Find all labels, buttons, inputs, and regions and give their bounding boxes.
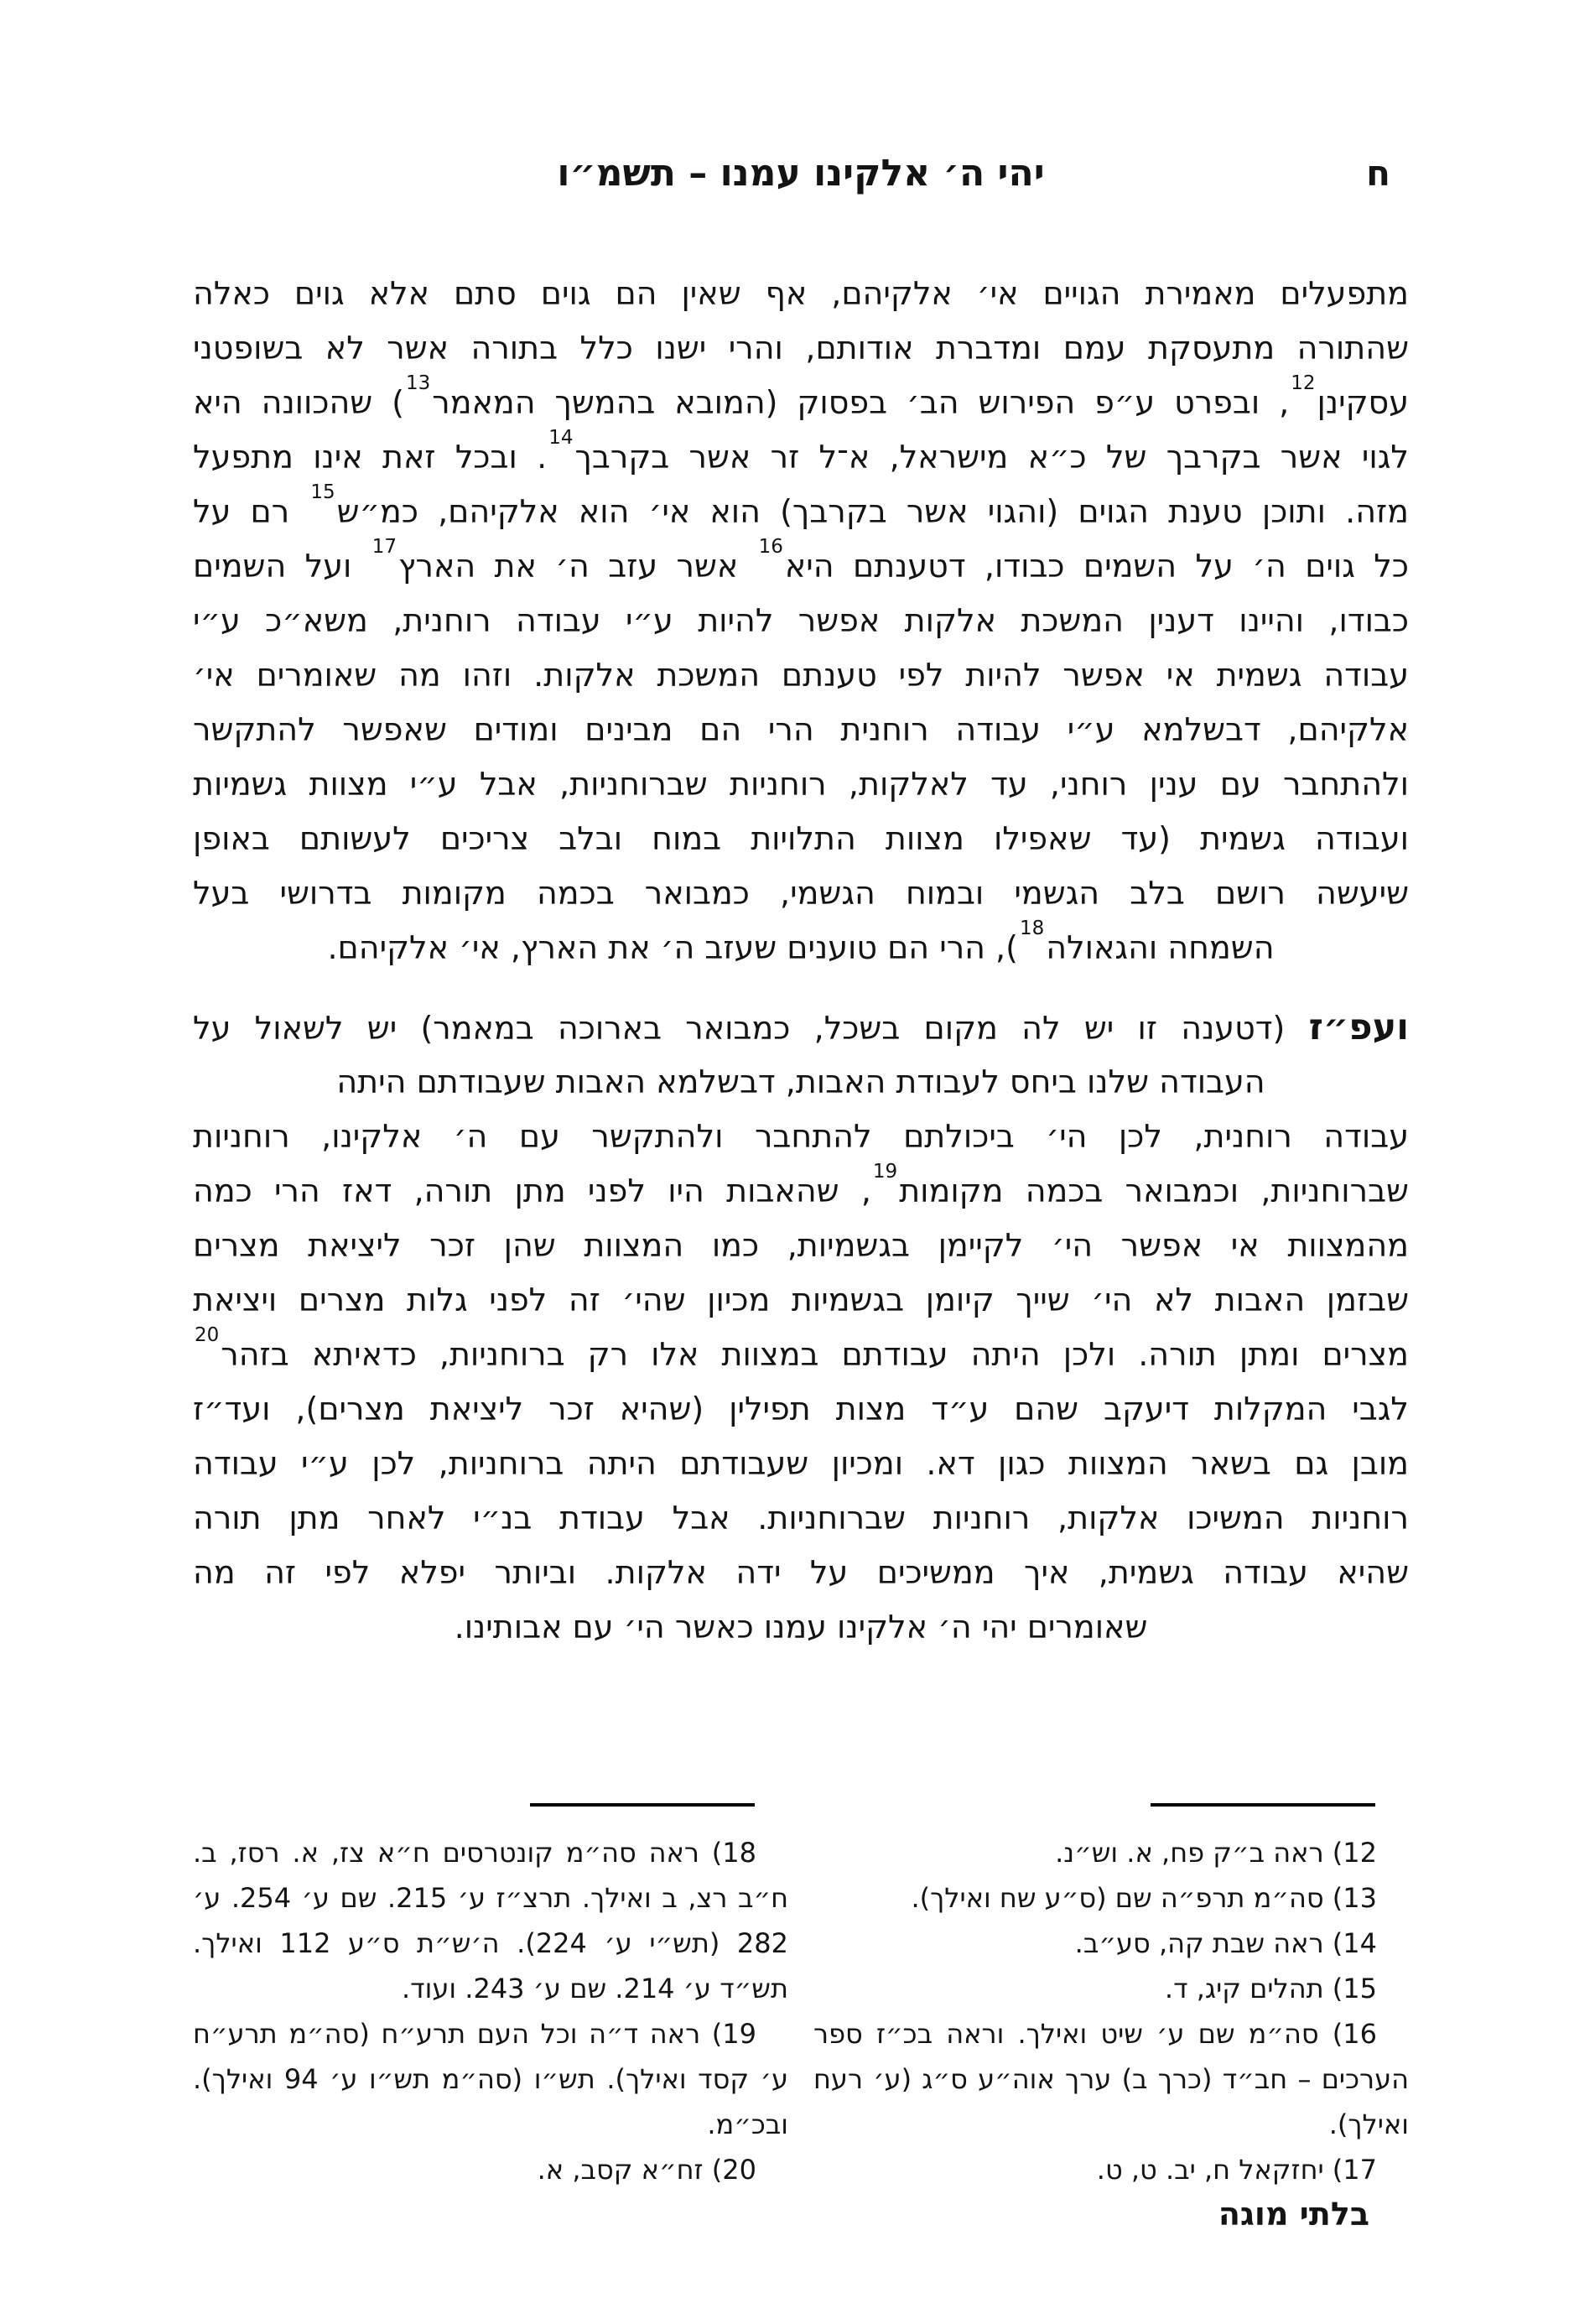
body-line: שהיא עבודה גשמית, איך ממשיכים על ידה אלקות. וביותר יפלא לפי זה מה xyxy=(193,1554,1409,1591)
body-line: עסקינן$^{12}$, ובפרט ע״פ הפירוש הב׳ בפסוק (המובא בהמשך המאמר$^{13}$) שהכוונה היא xyxy=(193,372,1409,421)
body-line: מתפעלים מאמירת הגויים אי׳ אלקיהם, אף שאין הם גוים סתם אלא גוים כאלה xyxy=(193,275,1409,312)
footnote-item: 12) ראה ב״ק פח, א. וש״נ. xyxy=(1055,1837,1377,1869)
footnote-separator-rule xyxy=(1151,1803,1375,1807)
body-line: ועפ״ז (דטענה זו יש לה מקום בשכל, כמבואר בארוכה במאמר) יש לשאול על xyxy=(193,1006,1409,1048)
footnote-ref: 17 xyxy=(371,536,397,559)
footnote-item: 14) ראה שבת קה, סע״ב. xyxy=(1074,1927,1377,1959)
page-title: יהי ה׳ אלקינו עמנו – תשמ״ו xyxy=(557,152,1045,195)
body-line: מהמצוות אי אפשר הי׳ לקיימן בגשמיות, כמו המצוות שהן זכר ליציאת מצרים xyxy=(193,1227,1409,1264)
footnote-item: 20) זח״א קסב, א. xyxy=(537,2154,756,2186)
footnote-ref: 20 xyxy=(195,1324,220,1347)
footnote-ref: 18 xyxy=(1019,918,1045,940)
footnote-item: 16) סה״מ שם ע׳ שיט ואילך. וראה בכ״ז ספר הערכים – חב״ד (כרך ב) ערך אוה״ע ס״ג (ע׳ רעח ואילך). xyxy=(813,2018,1409,2140)
footnote-item: 19) ראה ד״ה וכל העם תרע״ח (סה״מ תרע״ח ע׳ קסד ואילך). תש״ו (סה״מ תש״ו ע׳ 94 ואילך). ובכ״מ. xyxy=(193,2018,789,2140)
paragraph xyxy=(193,1001,1409,1655)
footnote-ref: 14 xyxy=(548,427,574,450)
footnote-ref: 13 xyxy=(405,372,431,395)
bold-opening-word: ועפ״ז xyxy=(1308,1006,1409,1048)
body-line: ולהתחבר עם ענין רוחני, עד לאלקות, רוחניות שברוחניות, אבל ע״י מצוות גשמיות xyxy=(193,766,1409,803)
footnotes xyxy=(193,1803,1409,2192)
footnote-separator-rule xyxy=(530,1803,755,1807)
footnote-column-right xyxy=(813,1803,1409,2192)
page-number: ח xyxy=(1366,153,1390,194)
body-line: לגוי אשר בקרבך של כ״א מישראל, א־ל זר אשר בקרבך$^{14}$. ובכל זאת אינו מתפעל xyxy=(193,427,1409,476)
body-line: העבודה שלנו ביחס לעבודת האבות, דבשלמא האבות שעבודתם היתה xyxy=(336,1063,1265,1100)
footnote-column-left xyxy=(193,1803,788,2192)
body-line: מובן גם בשאר המצוות כגון דא. ומכיון שעבודתם היתה ברוחניות, לכן ע״י עבודה xyxy=(193,1445,1409,1482)
footnote-ref: 19 xyxy=(872,1161,898,1183)
paragraph xyxy=(193,267,1409,975)
footnote-item: 15) תהלים קיג, ד. xyxy=(1164,1973,1377,2004)
body-line: ועבודה גשמית (עד שאפילו מצוות התלויות במוח ובלב צריכים לעשותם באופן xyxy=(193,820,1409,857)
body-line: שברוחניות, וכמבואר בכמה מקומות$^{19}$, שהאבות היו לפני מתן תורה, דאז הרי כמה xyxy=(193,1161,1409,1209)
body-line: לגבי המקלות דיעקב שהם ע״ד מצות תפילין (שהיא זכר ליציאת מצרים), ועד״ז xyxy=(193,1391,1409,1427)
body-text xyxy=(193,267,1409,1655)
footnote-ref: 12 xyxy=(1291,372,1316,395)
footnote-item: 17) יחזקאל ח, יב. ט, ט. xyxy=(1096,2154,1377,2186)
body-line: אלקיהם, דבשלמא ע״י עבודה רוחנית הרי הם מבינים ומודים שאפשר להתקשר xyxy=(193,711,1409,748)
footnote-item: 18) ראה סה״מ קונטרסים ח״א צז, א. רסז, ב. ח״ב רצ, ב ואילך. תרצ״ז ע׳ 215. שם ע׳ 254. ע׳ 282 (תש״י ע׳ 224). ה׳ש״ת ס״ע 112 ואילך. תש״ד ע׳ 214. שם ע׳ 243. ועוד. xyxy=(193,1837,789,2004)
body-line: עבודה רוחנית, לכן הי׳ ביכולתם להתחבר ולהתקשר עם ה׳ אלקינו, רוחניות xyxy=(193,1118,1409,1155)
body-line: שיעשה רושם בלב הגשמי ובמוח הגשמי, כמבואר בכמה מקומות בדרושי בעל xyxy=(193,875,1409,912)
body-line: שאומרים יהי ה׳ אלקינו עמנו כאשר הי׳ עם אבותינו. xyxy=(454,1609,1148,1646)
body-line: שהתורה מתעסקת עמם ומדברת אודותם, והרי ישנו כלל בתורה אשר לא בשופטני xyxy=(193,330,1409,367)
body-line: שבזמן האבות לא הי׳ שייך קיומן בגשמיות מכיון שהי׳ זה לפני גלות מצרים ויציאת xyxy=(193,1282,1409,1318)
footnote-ref: 15 xyxy=(310,481,335,504)
footnote-item: 13) סה״מ תרפ״ה שם (ס״ע שח ואילך). xyxy=(911,1882,1377,1914)
body-line: השמחה והגאולה$^{18}$), הרי הם טוענים שעזב ה׳ את הארץ, אי׳ אלקיהם. xyxy=(327,918,1275,966)
footnote-ref: 16 xyxy=(758,536,783,559)
body-line: כבודו, והיינו דענין המשכת אלקות אפשר להיות ע״י עבודה רוחנית, משא״כ ע״י xyxy=(193,602,1409,639)
body-line: רוחניות המשיכו אלקות, רוחניות שברוחניות. אבל עבודת בנ״י לאחר מתן תורה xyxy=(193,1500,1409,1536)
body-line: מצרים ומתן תורה. ולכן היתה עבודתם במצוות אלו רק ברוחניות, כדאיתא בזהר$^{20}$ xyxy=(195,1324,1409,1373)
page-header xyxy=(193,144,1409,205)
body-line: עבודה גשמית אי אפשר להיות לפי טענתם המשכת אלקות. וזהו מה שאומרים אי׳ xyxy=(193,657,1409,694)
colophon: בלתי מוגה xyxy=(1218,2196,1369,2233)
body-line: כל גוים ה׳ על השמים כבודו, דטענתם היא$^{16}$ אשר עזב ה׳ את הארץ$^{17}$ ועל השמים xyxy=(193,536,1409,585)
body-line: מזה. ותוכן טענת הגוים (והגוי אשר בקרבך) הוא אי׳ הוא אלקיהם, כמ״ש$^{15}$ רם על xyxy=(193,481,1409,530)
